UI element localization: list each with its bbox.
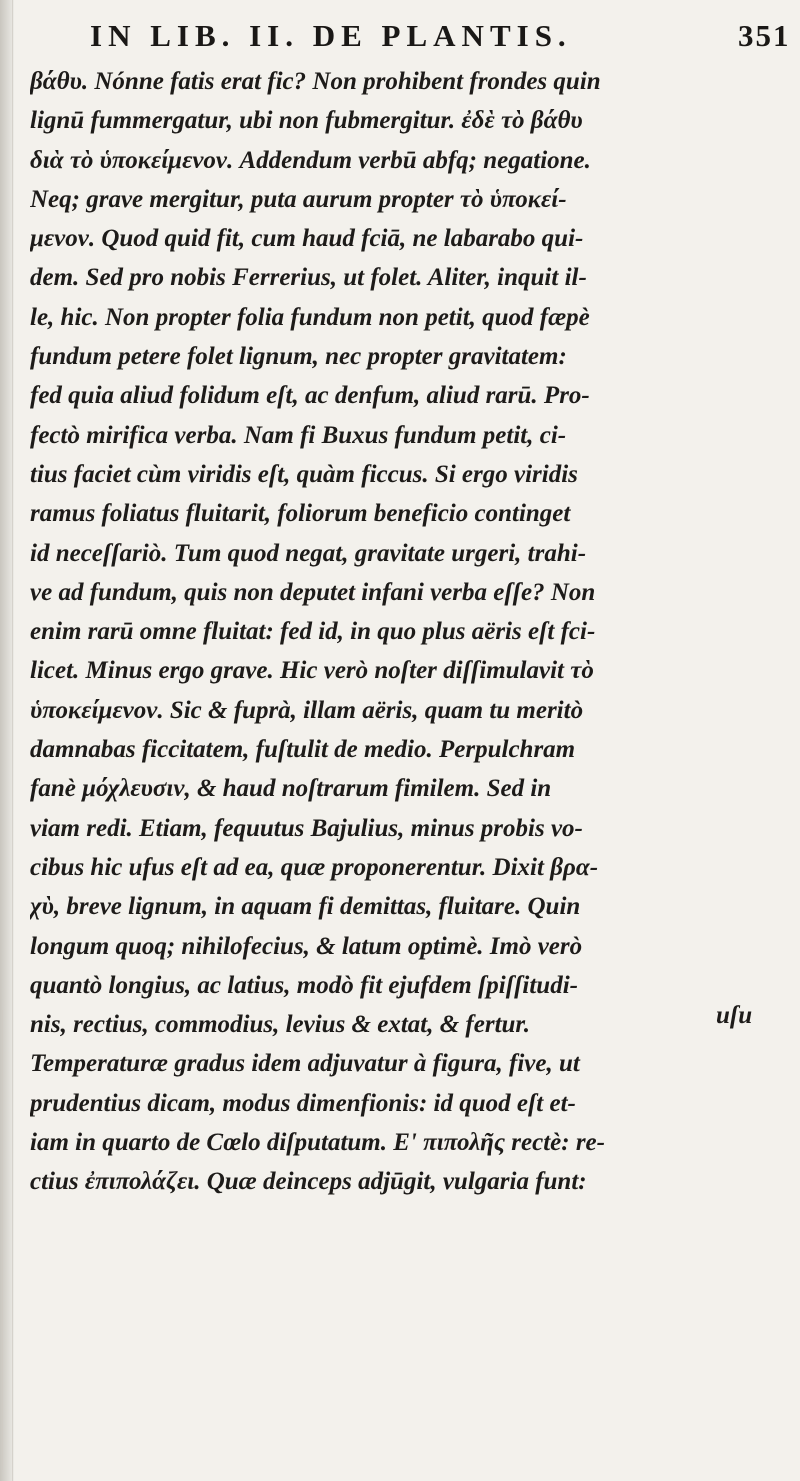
page-number: 351 xyxy=(738,18,791,53)
text-line: damnabas ficcitatem, fuſtulit de medio. Perpulchram xyxy=(30,736,576,764)
text-line: cibus hic ufus eſt ad ea, quæ proponerentur. Dixit βρα- xyxy=(30,853,599,881)
text-line: Neq; grave mergitur, puta aurum propter τὸ ὑποκεί- xyxy=(30,185,567,213)
text-line: lignū fummergatur, ubi non fubmergitur. ἐδὲ τὸ βάθυ xyxy=(30,107,583,135)
text-line: id neceſſariò. Tum quod negat, gravitate urgeri, trahi- xyxy=(30,539,587,567)
text-line: fectò mirifica verba. Nam fi Buxus fundum petit, ci- xyxy=(30,421,567,449)
catchword: uſu xyxy=(716,1002,753,1029)
text-line: viam redi. Etiam, fequutus Bajulius, minus probis vo- xyxy=(30,814,583,842)
running-head: IN LIB. II. DE PLANTIS. xyxy=(90,18,572,53)
body-text xyxy=(30,62,790,1202)
text-line: licet. Minus ergo grave. Hic verò noſter diſſimulavit τὸ xyxy=(30,657,594,685)
text-line: Temperaturæ gradus idem adjuvatur à figura, five, ut xyxy=(30,1050,580,1078)
text-line: διὰ τὸ ὑποκείμενον. Addendum verbū abfq; negatione. xyxy=(30,146,591,174)
text-line: longum quoq; nihilofecius, & latum optimè. Imò verò xyxy=(30,932,583,960)
text-line: prudentius dicam, modus dimenfionis: id quod eſt et- xyxy=(30,1089,576,1117)
margin-rule xyxy=(2,1010,13,1470)
text-line: χὺ, breve lignum, in aquam fi demittas, fluitare. Quin xyxy=(30,893,581,921)
text-line: fed quia aliud folidum eſt, ac denfum, aliud rarū. Pro- xyxy=(30,382,590,410)
text-line: nis, rectius, commodius, levius & extat, & fertur. xyxy=(30,1011,531,1039)
text-line: le, hic. Non propter folia fundum non petit, quod fæpè xyxy=(30,303,590,331)
text-line: iam in quarto de Cœlo diſputatum. Ε' πιπολῆς rectè: re- xyxy=(30,1129,605,1157)
text-line: βάθυ. Nónne fatis erat fic? Non prohibent frondes quin xyxy=(30,68,601,95)
text-line: quantò longius, ac latius, modò fit ejufdem ſpiſſitudi- xyxy=(30,971,578,999)
text-line: ramus foliatus fluitarit, foliorum beneficio continget xyxy=(30,500,571,528)
text-line: ὑποκείμενον. Sic & fuprà, illam aëris, quam tu meritò xyxy=(30,696,584,724)
text-line: ve ad fundum, quis non deputet infani verba eſſe? Non xyxy=(30,578,596,606)
text-line: ctius ἐπιπολάζει. Quæ deinceps adjūgit, vulgaria funt: xyxy=(30,1168,587,1196)
page-header xyxy=(0,14,800,54)
text-line: tius faciet cùm viridis eſt, quàm ficcus. Si ergo viridis xyxy=(30,460,578,488)
text-line: fundum petere folet lignum, nec propter gravitatem: xyxy=(30,343,567,371)
text-line: μενον. Quod quid fit, cum haud fciā, ne labarabo qui- xyxy=(30,225,584,253)
text-line: fanè μόχλευσιν, & haud noſtrarum fimilem. Sed in xyxy=(30,775,552,803)
text-line: dem. Sed pro nobis Ferrerius, ut folet. Aliter, inquit il- xyxy=(30,264,587,292)
text-line: enim rarū omne fluitat: fed id, in quo plus aëris eſt fci- xyxy=(30,618,596,646)
